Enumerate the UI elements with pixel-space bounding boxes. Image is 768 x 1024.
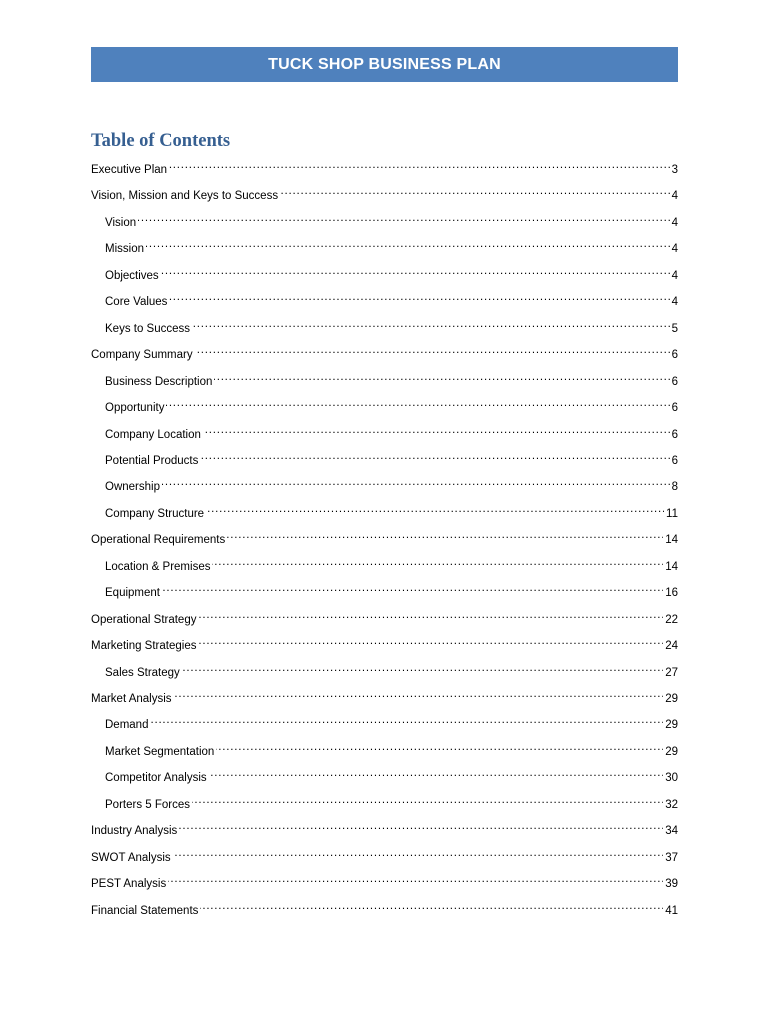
toc-entry-page-number: 6 — [671, 376, 678, 388]
toc-dot-leader — [200, 898, 663, 914]
toc-entry-page-number: 30 — [665, 772, 678, 784]
toc-entry-label: Marketing Strategies — [91, 640, 197, 652]
toc-entry-page-number: 29 — [665, 746, 678, 758]
toc-entry-page-number: 14 — [665, 534, 678, 546]
toc-entry-page-number: 29 — [665, 693, 678, 705]
toc-entry-page-number: 4 — [671, 270, 678, 282]
toc-entry[interactable] — [91, 845, 678, 864]
toc-entry[interactable] — [91, 607, 678, 626]
toc-entry-page-number: 39 — [665, 878, 678, 890]
toc-entry-label: Company Structure — [105, 508, 205, 520]
toc-entry-label: Opportunity — [105, 402, 165, 414]
toc-entry-label: Competitor Analysis — [105, 772, 207, 784]
toc-dot-leader — [162, 474, 670, 490]
toc-dot-leader — [209, 765, 664, 781]
toc-entry-page-number: 29 — [665, 719, 678, 731]
toc-entry-label: Industry Analysis — [91, 825, 178, 837]
toc-entry[interactable] — [105, 580, 678, 599]
toc-dot-leader — [280, 183, 670, 199]
toc-entry-page-number: 37 — [665, 852, 678, 864]
toc-entry-page-number: 27 — [665, 667, 678, 679]
toc-entry-page-number: 41 — [665, 905, 678, 917]
toc-dot-leader — [195, 342, 670, 358]
toc-entry-label: Potential Products — [105, 455, 199, 467]
toc-dot-leader — [179, 818, 663, 834]
toc-entry-label: Operational Strategy — [91, 614, 197, 626]
toc-entry-page-number: 6 — [671, 455, 678, 467]
toc-entry[interactable] — [105, 316, 678, 335]
toc-entry[interactable] — [105, 289, 678, 308]
toc-entry[interactable] — [105, 369, 678, 388]
toc-dot-leader — [198, 607, 663, 623]
toc-entry-page-number: 6 — [671, 402, 678, 414]
toc-dot-leader — [166, 395, 669, 411]
toc-entry-label: Objectives — [105, 270, 159, 282]
toc-entry-page-number: 6 — [671, 349, 678, 361]
toc-entry-page-number: 5 — [671, 323, 678, 335]
toc-entry-label: Company Location — [105, 429, 201, 441]
toc-entry[interactable] — [91, 871, 678, 890]
toc-entry[interactable] — [105, 501, 678, 520]
toc-entry-label: Porters 5 Forces — [105, 799, 190, 811]
toc-entry[interactable] — [91, 157, 678, 176]
toc-entry-page-number: 4 — [671, 190, 678, 202]
toc-entry-label: Vision — [105, 217, 137, 229]
toc-entry-page-number: 24 — [665, 640, 678, 652]
toc-dot-leader — [169, 157, 670, 173]
toc-entry-page-number: 8 — [671, 481, 678, 493]
toc-entry[interactable] — [91, 633, 678, 652]
toc-entry-label: Market Analysis — [91, 693, 172, 705]
toc-entry-page-number: 6 — [671, 429, 678, 441]
toc-entry[interactable] — [105, 792, 678, 811]
toc-entry-page-number: 34 — [665, 825, 678, 837]
toc-entry-label: Location & Premises — [105, 561, 211, 573]
toc-entry[interactable] — [105, 422, 678, 441]
toc-entry[interactable] — [91, 898, 678, 917]
toc-entry-page-number: 4 — [671, 296, 678, 308]
toc-entry-label: Company Summary — [91, 349, 193, 361]
toc-dot-leader — [161, 263, 670, 279]
toc-entry-label: Executive Plan — [91, 164, 168, 176]
toc-entry[interactable] — [91, 527, 678, 546]
toc-entry-page-number: 22 — [665, 614, 678, 626]
toc-entry-page-number: 4 — [671, 217, 678, 229]
toc-dot-leader — [168, 871, 663, 887]
toc-dot-leader — [192, 316, 670, 332]
toc-dot-leader — [227, 527, 663, 543]
toc-dot-leader — [182, 660, 663, 676]
toc-entry[interactable] — [105, 474, 678, 493]
toc-entry-label: Equipment — [105, 587, 160, 599]
toc-dot-leader — [216, 739, 663, 755]
toc-entry-label: Vision, Mission and Keys to Success — [91, 190, 279, 202]
toc-entry[interactable] — [105, 263, 678, 282]
toc-entry-label: Core Values — [105, 296, 168, 308]
toc-dot-leader — [150, 712, 663, 728]
toc-dot-leader — [200, 448, 669, 464]
toc-entry[interactable] — [105, 395, 678, 414]
toc-dot-leader — [214, 369, 669, 385]
toc-dot-leader — [146, 236, 670, 252]
toc-entry-label: Financial Statements — [91, 905, 199, 917]
toc-entry-label: Mission — [105, 243, 144, 255]
toc-entry[interactable] — [105, 739, 678, 758]
toc-entry-label: Demand — [105, 719, 149, 731]
toc-entry-page-number: 4 — [671, 243, 678, 255]
toc-entry-label: PEST Analysis — [91, 878, 167, 890]
toc-dot-leader — [138, 210, 669, 226]
toc-entry[interactable] — [91, 818, 678, 837]
toc-entry-label: Ownership — [105, 481, 160, 493]
toc-entry-page-number: 11 — [666, 508, 678, 520]
toc-dot-leader — [203, 422, 670, 438]
toc-entry[interactable] — [105, 448, 678, 467]
toc-entry-label: Operational Requirements — [91, 534, 226, 546]
toc-entry-label: Business Description — [105, 376, 213, 388]
toc-dot-leader — [198, 633, 663, 649]
toc-dot-leader — [162, 580, 663, 596]
toc-dot-leader — [174, 686, 664, 702]
toc-entry-page-number: 14 — [665, 561, 678, 573]
document-title: TUCK SHOP BUSINESS PLAN — [268, 55, 501, 73]
toc-entry-label: Sales Strategy — [105, 667, 180, 679]
toc-dot-leader — [173, 845, 664, 861]
toc-entry[interactable] — [105, 712, 678, 731]
toc-entry-page-number: 3 — [671, 164, 678, 176]
toc-entry-label: Market Segmentation — [105, 746, 215, 758]
toc-entry[interactable] — [105, 210, 678, 229]
toc-dot-leader — [206, 501, 664, 517]
toc-entry[interactable] — [105, 660, 678, 679]
toc-entry[interactable] — [91, 183, 678, 202]
toc-entry[interactable] — [105, 554, 678, 573]
toc-entry[interactable] — [91, 342, 678, 361]
toc-entry-page-number: 32 — [665, 799, 678, 811]
toc-entry[interactable] — [91, 686, 678, 705]
toc-entry[interactable] — [105, 765, 678, 784]
toc-entry-label: SWOT Analysis — [91, 852, 171, 864]
toc-dot-leader — [212, 554, 663, 570]
toc-entry-page-number: 16 — [665, 587, 678, 599]
toc-heading: Table of Contents — [91, 131, 231, 151]
toc-entry-label: Keys to Success — [105, 323, 191, 335]
toc-dot-leader — [192, 792, 663, 808]
toc-dot-leader — [169, 289, 669, 305]
toc-entry[interactable] — [105, 236, 678, 255]
